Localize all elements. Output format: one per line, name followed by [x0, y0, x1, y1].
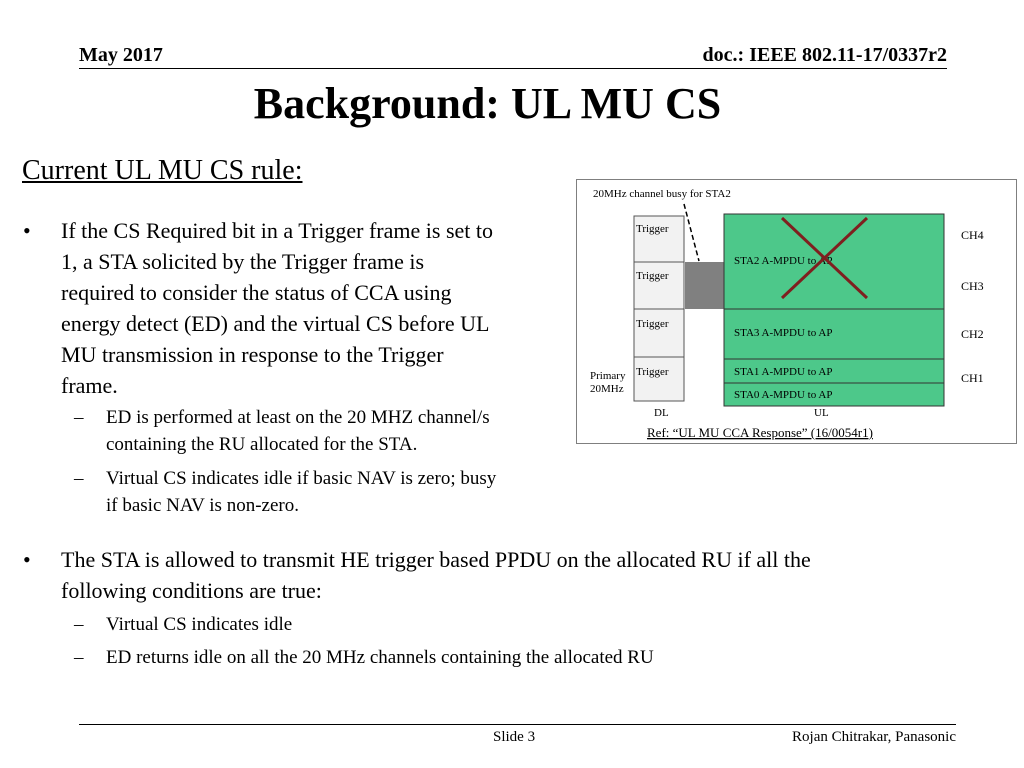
trigger-label-ch1: Trigger — [636, 366, 669, 378]
sub-bullet-marker: – — [74, 614, 84, 635]
sub-bullet-marker: – — [74, 468, 84, 489]
figure-reference: Ref: “UL MU CCA Response” (16/0054r1) — [647, 425, 873, 440]
sta3-ampdu-label: STA3 A-MPDU to AP — [734, 327, 833, 339]
sub-bullet-1-1 — [74, 404, 490, 458]
bullet-1-line: 1, a STA solicited by the Trigger frame is — [61, 249, 425, 274]
sub-bullet-marker: – — [74, 647, 84, 668]
header-divider — [79, 68, 947, 69]
bullet-marker: • — [23, 547, 31, 572]
channel-label-ch3: CH3 — [961, 279, 984, 293]
trigger-label-ch4: Trigger — [636, 223, 669, 235]
sub-bullet-line: if basic NAV is non-zero. — [106, 495, 299, 516]
bullet-1-line: MU transmission in response to the Trigger — [61, 342, 444, 367]
sub-bullet-line: containing the RU allocated for the STA. — [106, 434, 418, 455]
footer-slide-number: Slide 3 — [493, 729, 536, 745]
sub-bullet-line: ED is performed at least on the 20 MHZ channel/s — [106, 407, 490, 428]
sub-bullet-line: Virtual CS indicates idle if basic NAV is zero; busy — [106, 468, 497, 489]
header-doc-id: doc.: IEEE 802.11-17/0337r2 — [702, 44, 947, 66]
header-date: May 2017 — [79, 44, 163, 66]
bullet-2 — [23, 544, 811, 606]
sta1-ampdu-label: STA1 A-MPDU to AP — [734, 366, 833, 378]
trigger-label-ch2: Trigger — [636, 318, 669, 330]
footer-divider — [79, 724, 956, 725]
bullet-1-line: frame. — [61, 373, 118, 398]
slide-title: Background: UL MU CS — [253, 79, 722, 128]
bullet-1-line: energy detect (ED) and the virtual CS before UL — [61, 311, 490, 336]
busy-channel-label: 20MHz channel busy for STA2 — [593, 188, 731, 200]
dl-label: DL — [654, 407, 669, 419]
sub-bullet-2-2 — [74, 644, 654, 671]
ul-mu-cs-diagram — [577, 180, 1018, 445]
busy-medium-block — [685, 262, 724, 309]
bullet-2-line: following conditions are true: — [61, 578, 322, 603]
sub-bullet-line: Virtual CS indicates idle — [106, 614, 293, 635]
channel-label-ch2: CH2 — [961, 327, 984, 341]
sub-bullet-marker: – — [74, 407, 84, 428]
bullet-1 — [23, 215, 493, 401]
primary-label-line2: 20MHz — [590, 383, 624, 395]
primary-label-line1: Primary — [590, 370, 626, 382]
slide-subtitle: Current UL MU CS rule: — [22, 155, 303, 186]
sub-bullet-1-2 — [74, 465, 497, 519]
trigger-label-ch3: Trigger — [636, 270, 669, 282]
sub-bullet-2-1 — [74, 611, 293, 638]
channel-label-ch1: CH1 — [961, 371, 984, 385]
sta2-ampdu-label: STA2 A-MPDU to AP — [734, 255, 833, 267]
channel-label-ch4: CH4 — [961, 228, 984, 242]
bullet-marker: • — [23, 218, 31, 243]
sub-bullet-line: ED returns idle on all the 20 MHz channels containing the allocated RU — [106, 647, 654, 668]
bullet-2-line: The STA is allowed to transmit HE trigger based PPDU on the allocated RU if all the — [61, 547, 811, 572]
footer-author: Rojan Chitrakar, Panasonic — [792, 729, 956, 745]
bullet-1-line: required to consider the status of CCA using — [61, 280, 452, 305]
busy-pointer-line — [684, 204, 699, 261]
ul-label: UL — [814, 407, 829, 419]
bullet-1-line: If the CS Required bit in a Trigger frame is set to — [61, 218, 493, 243]
sta0-ampdu-label: STA0 A-MPDU to AP — [734, 389, 833, 401]
ul-mu-cs-figure — [576, 179, 1017, 444]
